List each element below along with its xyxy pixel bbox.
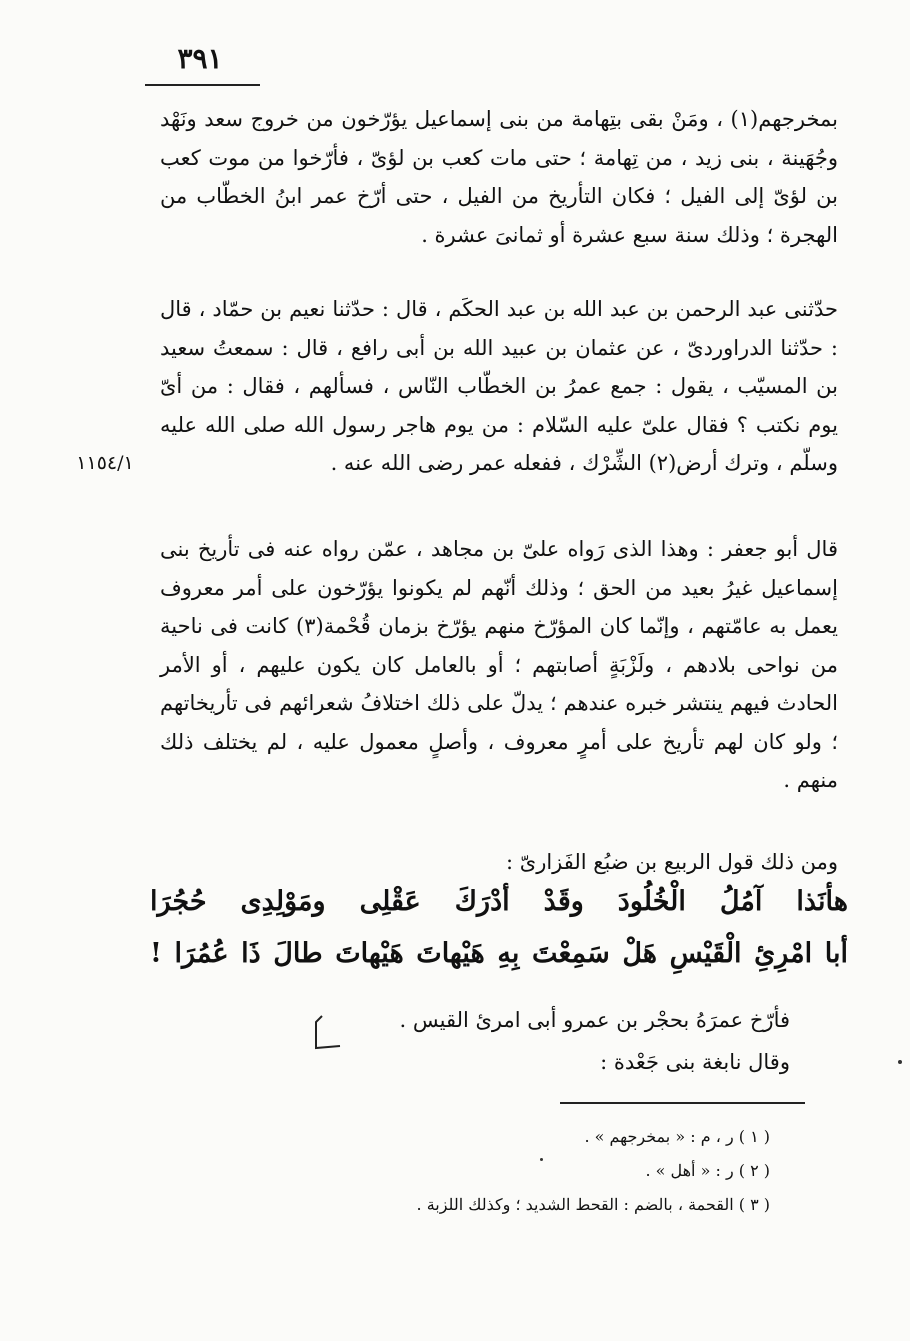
scan-speck [540, 1158, 543, 1161]
paragraph-text: قال أبو جعفر : وهذا الذى رَواه علىّ بن مجاهد ، عمّن رواه عنه فى تأريخ بنى إسماعيل غيرُ بعيد من الحق ؛ وذلك أنّهم لم يكونوا يؤرّخون على أمر معروف يعمل به عامّتهم ، وإنّما كان المؤرّخ منهم يؤرّخ بزمان قُحْمة(٣) كانت فى ناحية من نواحى بلادهم ، ولَزْبَةٍ أصابتهم ؛ أو بالعامل كان يكون عليهم ، أو الأمر الحادث فيهم ينتشر خبره عندهم ؛ يدلّ على ذلك اختلافُ شعرائهم فى تأريخاتهم ؛ ولو كان لهم تأريخ على أمرٍ معروف ، وأصلٍ معمول عليه ، لم يختلف ذلك منهم . [160, 537, 838, 792]
paragraph-text: حدّثنى عبد الرحمن بن عبد الله بن عبد الحكَم ، قال : حدّثنا نعيم بن حمّاد ، قال : حدّثنا الدراوردىّ ، عن عثمان بن عبيد الله بن أبى رافع ، قال : سمعتُ سعيد بن المسيّب ، يقول : جمع عمرُ بن الخطّاب النّاس ، فسألهم ، فقال : من أىّ يوم نكتب ؟ فقال علىّ عليه السّلام : من يوم هاجر رسول الله صلى الله عليه وسلّم ، وترك أرض(٢) الشِّرْك ، ففعله عمر رضى الله عنه . [160, 297, 838, 475]
scan-speck [898, 1060, 902, 1064]
after-verse-line-1: فأرّخ عمرَهُ بحجْر بن عمرو أبى امرئ القيس . [399, 1008, 790, 1032]
footnote-1: ( ١ ) ر ، م : « بمخرجهم » . [584, 1127, 770, 1146]
verse-line-1: هأنَذا آمُلُ الْخُلُودَ وقَدْ أدْرَكَ عَقْلِى ومَوْلِدِى حُجُرَا [150, 886, 848, 917]
after-verse-line-2: وقال نابغة بنى جَعْدة : [600, 1050, 790, 1074]
page-number: ٣٩١ [177, 42, 223, 75]
page-number-rule [145, 84, 260, 86]
paragraph-text: بمخرجهم(١) ، ومَنْ بقى بتِهامة من بنى إسماعيل يؤرّخون من خروج سعد ونَهْد وجُهَينة ، بنى زيد ، من تِهامة ؛ حتى مات كعب بن لؤىّ ، فأرّخوا من موت كعب بن لؤىّ إلى الفيل ؛ فكان التأريخ من الفيل ، حتى أرّخ عمر ابنُ الخطّاب من الهجرة ؛ وذلك سنة سبع عشرة أو ثمانىَ عشرة . [160, 107, 838, 247]
paragraph-2 [160, 290, 838, 483]
margin-reference: ١١٥٤/١ [76, 452, 134, 474]
paragraph-text: ومن ذلك قول الربيع بن ضبُع الفَزارىّ : [506, 850, 838, 874]
footnote-3: ( ٣ ) القحمة ، بالضم : القحط الشديد ؛ وكذلك اللزبة . [416, 1195, 770, 1214]
handwritten-mark [312, 1012, 342, 1052]
verse-line-2: أبا امْرِئِ الْقَيْسِ هَلْ سَمِعْتَ بِهِ هَيْهاتَ هَيْهاتَ طالَ ذَا عُمُرَا ! [150, 938, 848, 969]
footnotes [330, 1120, 770, 1222]
footnote-rule [560, 1102, 805, 1104]
paragraph-4 [160, 843, 838, 882]
paragraph-1 [160, 100, 838, 254]
footnote-2: ( ٢ ) ر : « أهل » . [645, 1161, 770, 1180]
paragraph-3 [160, 530, 838, 800]
